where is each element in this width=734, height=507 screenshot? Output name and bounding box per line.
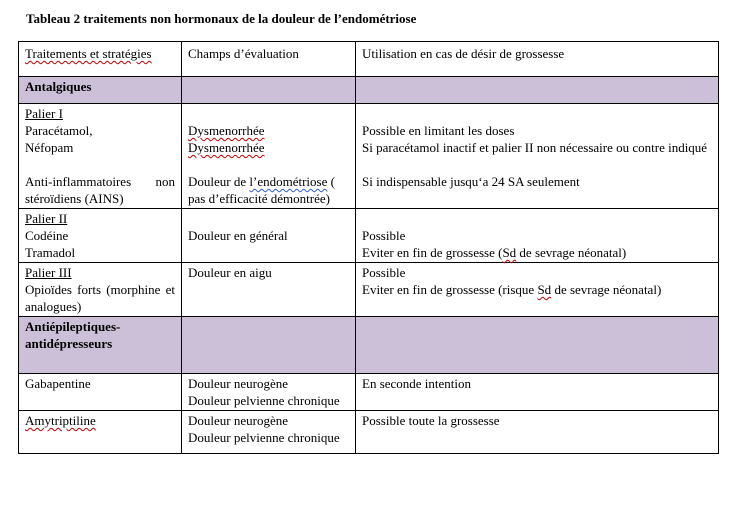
- eval-efficacite: pas d’efficacité démontrée): [188, 191, 330, 206]
- use-possible: Possible: [362, 265, 406, 280]
- table-row-palier-1: [19, 104, 719, 209]
- amytriptiline-evaluation: Douleur neurogène Douleur pelvienne chronique: [182, 411, 356, 454]
- table-row-palier-2: [19, 209, 719, 263]
- palier-2-pregnancy: [356, 209, 719, 263]
- palier-2-evaluation: [182, 209, 356, 263]
- use-avoid-end: Eviter en fin de grossesse (Sd de sevrage néonatal): [362, 245, 627, 260]
- gabapentine-evaluation: Douleur neurogène Douleur pelvienne chronique: [182, 374, 356, 411]
- palier-2-title: Palier II: [25, 211, 68, 226]
- table-row-gabapentine: [19, 374, 719, 411]
- table-header-row: [19, 42, 719, 77]
- header-evaluation: Champs d’évaluation: [182, 42, 356, 77]
- use-paracetamol-inactive: Si paracétamol inactif et palier II non nécessaire ou contre indiqué: [362, 140, 708, 155]
- eval-aigu: Douleur en aigu: [188, 265, 272, 280]
- drug-ains-line1: Anti-inflammatoires non: [25, 174, 175, 189]
- drug-codeine: Codéine: [25, 228, 69, 243]
- eval-endometriose: Douleur de l’endométriose (: [188, 174, 335, 189]
- palier-3-evaluation: [182, 263, 356, 317]
- palier-3-title: Palier III: [25, 265, 72, 280]
- header-pregnancy: Utilisation en cas de désir de grossesse: [356, 42, 719, 77]
- palier-1-treatments: [19, 104, 182, 209]
- section-label: Antalgiques: [19, 77, 182, 104]
- amytriptiline-pregnancy: Possible toute la grossesse: [356, 411, 719, 454]
- drug-gabapentine: Gabapentine: [19, 374, 182, 411]
- drug-ains-line2: stéroïdiens (AINS): [25, 191, 124, 206]
- eval-dysmenorrhee-2: Dysmenorrhée: [188, 140, 265, 155]
- gabapentine-pregnancy: En seconde intention: [356, 374, 719, 411]
- section-row-antalgiques: [19, 77, 719, 104]
- eval-dysmenorrhee-1: Dysmenorrhée: [188, 123, 265, 138]
- drug-tramadol: Tramadol: [25, 245, 76, 260]
- use-limit-doses: Possible en limitant les doses: [362, 123, 515, 138]
- header-treatments: [19, 42, 182, 77]
- table-caption: Tableau 2 traitements non hormonaux de la douleur de l’endométriose: [26, 11, 417, 26]
- drug-nefopam: Néfopam: [25, 140, 74, 155]
- palier-3-treatments: [19, 263, 182, 317]
- use-avoid-end: Eviter en fin de grossesse (risque Sd de sevrage néonatal): [362, 282, 662, 297]
- drug-opioides: Opioïdes forts (morphine et analogues): [25, 282, 175, 314]
- table-row-amytriptiline: [19, 411, 719, 454]
- eval-general: Douleur en général: [188, 228, 288, 243]
- drug-paracetamol: Paracétamol,: [25, 123, 93, 138]
- palier-1-pregnancy: [356, 104, 719, 209]
- palier-3-pregnancy: [356, 263, 719, 317]
- palier-1-evaluation: [182, 104, 356, 209]
- header-treatments-label: Traitements et stratégies: [25, 46, 152, 61]
- palier-2-treatments: [19, 209, 182, 263]
- section-label: Antiépileptiques- antidépresseurs: [19, 317, 182, 374]
- use-possible: Possible: [362, 228, 406, 243]
- use-24-sa: Si indispensable jusqu‘a 24 SA seulement: [362, 174, 580, 189]
- section-row-antiepileptiques: [19, 317, 719, 374]
- drug-amytriptiline: Amytriptiline: [19, 411, 182, 454]
- palier-1-title: Palier I: [25, 106, 63, 121]
- treatments-table: [18, 41, 719, 454]
- table-row-palier-3: [19, 263, 719, 317]
